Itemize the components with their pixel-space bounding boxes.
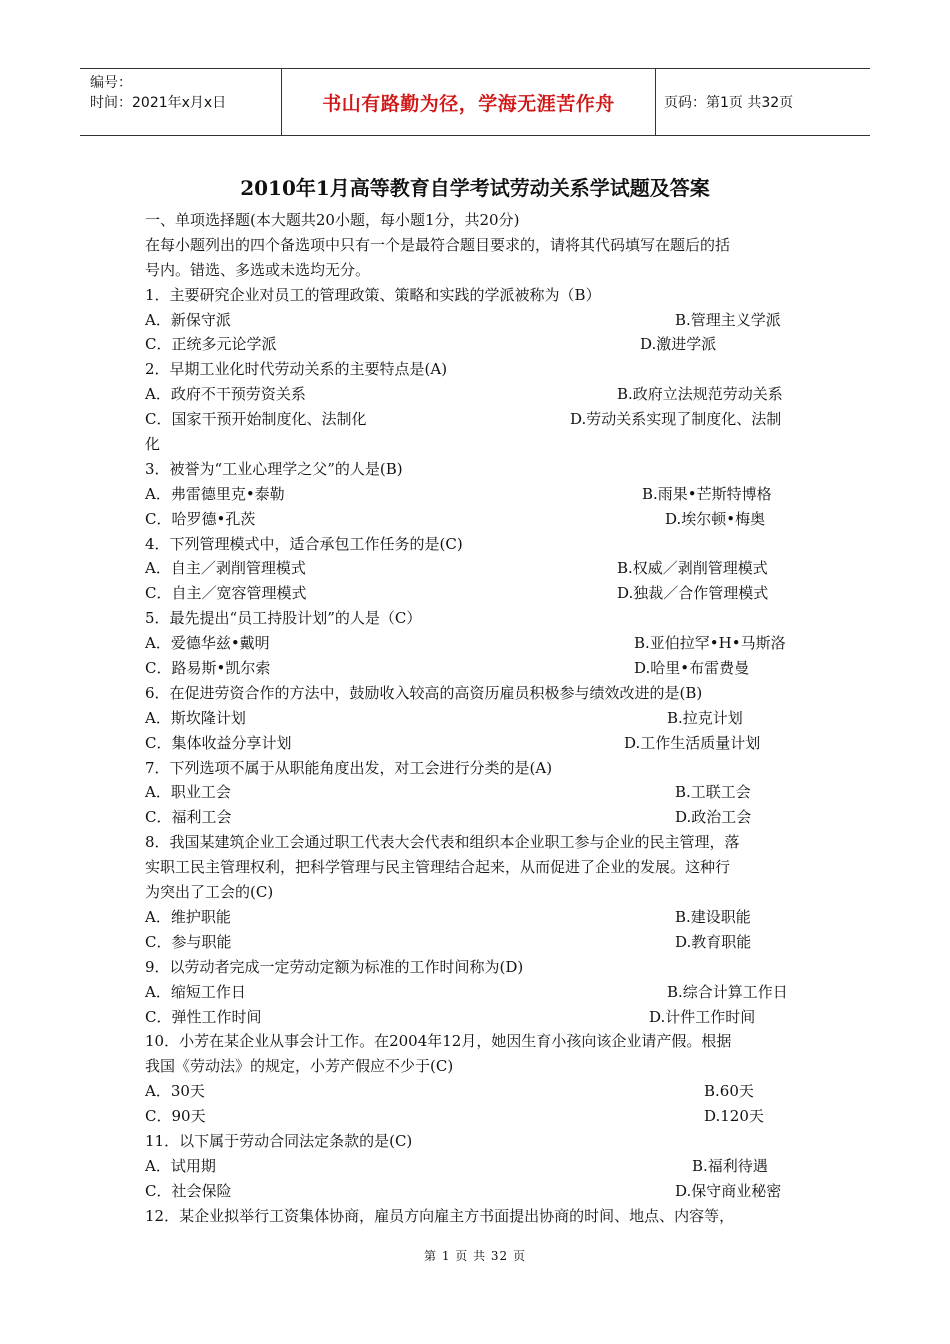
option-c: C．弹性工作时间 [145,1007,262,1026]
option-a: A．缩短工作日 [145,982,246,1001]
question-list [145,283,810,1229]
option-row [145,507,810,532]
option-c: C．集体收益分享计划 [145,733,292,752]
option-b: B.建设职能 [675,907,751,926]
option-d: D.独裁／合作管理模式 [617,584,769,603]
option-b: B.工联工会 [675,783,751,802]
question-item [145,532,810,607]
option-row [145,1005,810,1030]
option-a: A．职业工会 [145,783,231,802]
option-d: D.120天 [704,1107,764,1126]
option-row [145,780,810,805]
option-row [145,930,810,955]
question-item [145,756,810,831]
option-c: C．90天 [145,1107,206,1126]
option-b: B.60天 [704,1082,754,1101]
question-stem: 8．我国某建筑企业工会通过职工代表大会代表和组织本企业职工参与企业的民主管理，落 [145,833,740,852]
option-row [145,1079,810,1104]
question-stem: 2．早期工业化时代劳动关系的主要特点是(A) [145,360,448,379]
option-row [145,581,810,606]
header-page-info: 页码：第1页 共32页 [664,95,794,111]
option-a: A．30天 [145,1082,205,1101]
question-item [145,1029,810,1129]
option-b: B.雨果•芒斯特博格 [642,484,772,503]
option-a: A．自主／剥削管理模式 [145,559,306,578]
header-motto: 书山有路勤为径，学海无涯苦作舟 [282,69,656,135]
option-c: C．参与职能 [145,932,232,951]
option-row [145,656,810,681]
option-d-continuation: 化 [145,435,161,454]
option-row [145,805,810,830]
option-row [145,631,810,656]
option-b: B.政府立法规范劳动关系 [617,385,783,404]
option-row [145,308,810,333]
option-a: A．斯坎隆计划 [145,708,246,727]
question-stem: 10．小芳在某企业从事会计工作。在2004年12月，她因生育小孩向该企业请产假。根据 [145,1032,732,1051]
option-b: B.拉克计划 [667,708,743,727]
page-footer: 第 1 页 共 32 页 [424,1249,526,1263]
option-c: C．国家干预开始制度化、法制化 [145,410,367,429]
question-item [145,955,810,1030]
option-row [145,482,810,507]
section-instruction: 号内。错选、多选或未选均无分。 [145,260,371,279]
question-stem: 9．以劳动者完成一定劳动定额为标准的工作时间称为(D) [145,957,524,976]
option-c: C．福利工会 [145,808,232,827]
option-b: B.权威／剥削管理模式 [617,559,768,578]
option-row [145,382,810,407]
option-c: C．社会保险 [145,1181,232,1200]
header-meta [80,69,282,135]
question-item [145,681,810,756]
option-row [145,980,810,1005]
option-row [145,706,810,731]
option-d: D.保守商业秘密 [675,1181,782,1200]
question-stem: 12．某企业拟举行工资集体协商，雇员方向雇主方书面提出协商的时间、地点、内容等， [145,1206,735,1225]
option-row [145,905,810,930]
option-c: C．哈罗德•孔茨 [145,509,256,528]
option-d: D.教育职能 [675,932,752,951]
question-stem: 5．最先提出“员工持股计划”的人是（C） [145,609,422,628]
option-row [145,332,810,357]
option-a: A．弗雷德里克•泰勒 [145,484,285,503]
question-item [145,357,810,457]
question-item [145,830,810,954]
section-heading: 一、单项选择题(本大题共20小题，每小题1分，共20分) [145,211,520,229]
option-d: D.计件工作时间 [649,1007,756,1026]
question-stem: 11．以下属于劳动合同法定条款的是(C) [145,1131,413,1150]
document-header [80,68,870,136]
option-a: A．新保守派 [145,310,231,329]
section-instruction: 在每小题列出的四个备选项中只有一个是最符合题目要求的，请将其代码填写在题后的括 [145,235,731,254]
option-d: D.劳动关系实现了制度化、法制 [570,410,782,429]
question-stem: 我国《劳动法》的规定，小芳产假应不少于(C) [145,1057,454,1076]
option-b: B.综合计算工作日 [667,982,788,1001]
option-a: A．政府不干预劳资关系 [145,385,306,404]
option-c: C．正统多元论学派 [145,335,277,354]
question-stem: 4．下列管理模式中，适合承包工作任务的是(C) [145,534,463,553]
option-c: C．路易斯•凯尔索 [145,659,271,678]
question-stem: 1．主要研究企业对员工的管理政策、策略和实践的学派被称为（B） [145,285,601,304]
option-row [145,1154,810,1179]
option-d: D.政治工会 [675,808,752,827]
time-label: 时间：2021年x月x日 [90,95,227,111]
option-b: B.福利待遇 [692,1156,768,1175]
option-d: D.激进学派 [640,335,717,354]
option-a: A．试用期 [145,1156,216,1175]
number-label: 编号： [90,75,132,91]
option-b: B.亚伯拉罕•H•马斯洛 [634,634,786,653]
question-item [145,283,810,358]
option-row [145,407,810,432]
question-stem: 3．被誉为“工业心理学之父”的人是(B) [145,459,403,478]
question-item [145,1129,810,1204]
question-stem: 实职工民主管理权利，把科学管理与民主管理结合起来，从而促进了企业的发展。这种行 [145,858,731,877]
option-row [145,731,810,756]
question-item [145,1204,810,1229]
option-a: A．维护职能 [145,907,231,926]
question-stem: 6．在促进劳资合作的方法中，鼓励收入较高的高资历雇员积极参与绩效改进的是(B) [145,683,703,702]
question-item [145,606,810,681]
option-row [145,1179,810,1204]
question-item [145,457,810,532]
option-d: D.工作生活质量计划 [624,733,761,752]
option-a: A．爱德华兹•戴明 [145,634,270,653]
question-stem: 为突出了工会的(C) [145,883,274,902]
option-row [145,1104,810,1129]
document-body [145,208,810,1229]
question-stem: 7．下列选项不属于从职能角度出发，对工会进行分类的是(A) [145,758,553,777]
document-title: 2010年1月高等教育自学考试劳动关系学试题及答案 [240,176,710,200]
option-row [145,556,810,581]
option-d: D.哈里•布雷费曼 [634,659,750,678]
option-b: B.管理主义学派 [675,310,781,329]
option-d: D.埃尔顿•梅奥 [665,509,766,528]
option-c: C．自主／宽容管理模式 [145,584,307,603]
